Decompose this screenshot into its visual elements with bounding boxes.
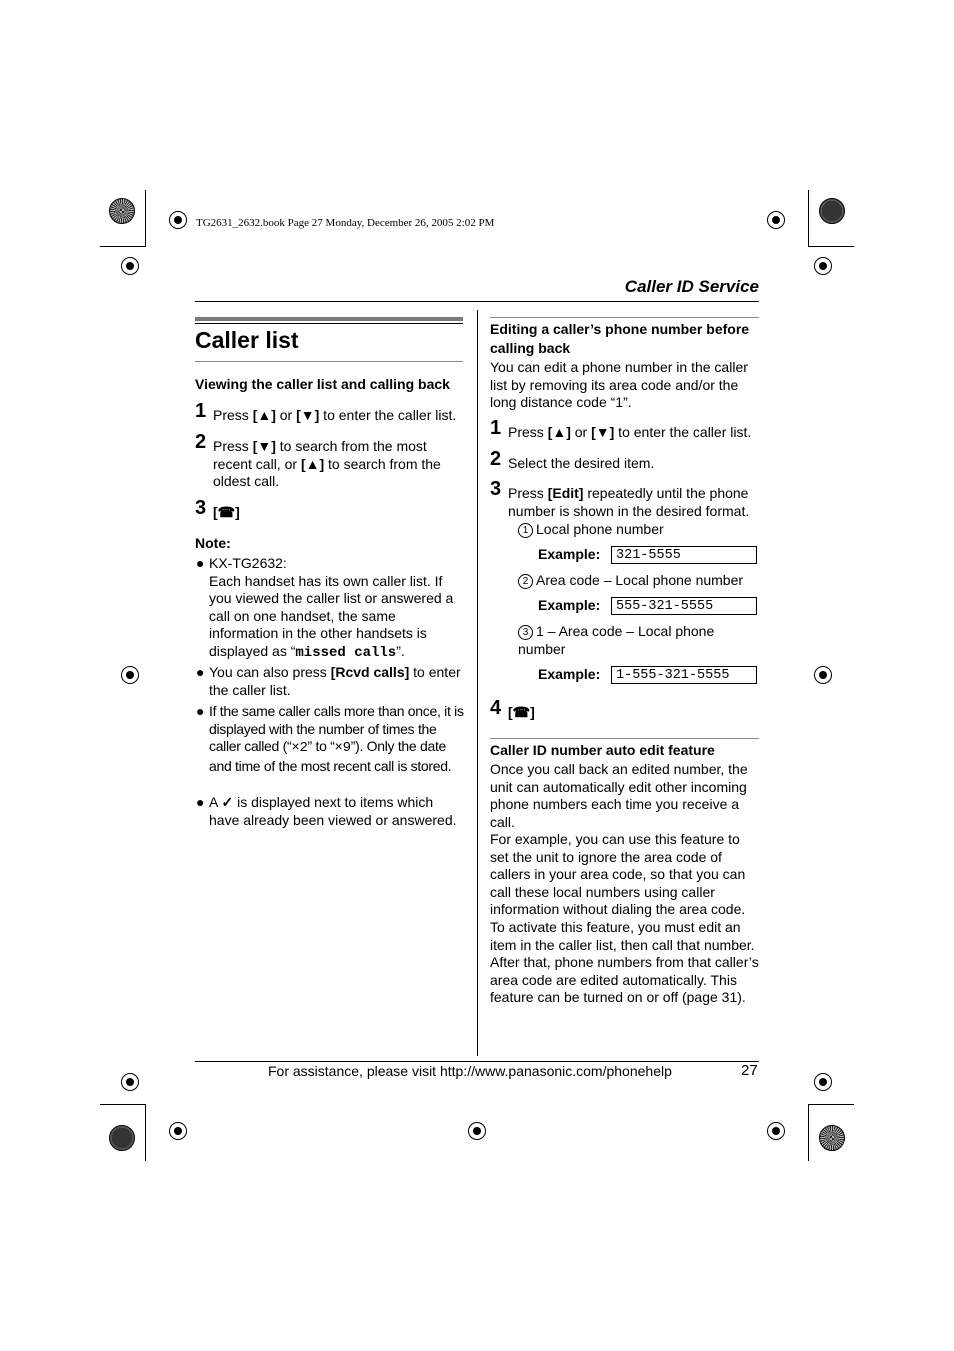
text: ” to “: [307, 738, 335, 755]
rcvd-calls-key: [Rcvd calls]: [330, 664, 410, 680]
subhead-auto-edit: Caller ID number auto edit feature: [490, 742, 715, 758]
text: ”). Only the date and time of the most recent call is stored.: [209, 738, 452, 774]
step-text: [508, 485, 760, 520]
note-item: [196, 703, 464, 775]
registration-target-icon: [121, 1073, 139, 1091]
footer-assist: For assistance, please visit http://www.panasonic.com/phonehelp: [268, 1063, 672, 1079]
format-long: [518, 623, 728, 658]
footer-rule: [195, 1061, 759, 1062]
registration-target-icon: [169, 1122, 187, 1140]
text: Press: [508, 424, 548, 440]
crop-line: [808, 190, 809, 247]
bullet-icon: ●: [196, 555, 205, 571]
auto-edit-para-3: To activate this feature, you must edit an item in the caller list, then call that number. After that, phone numbers from that caller’s area code are edited automatically. This feature can be turned on or off (page 31).: [490, 919, 759, 1006]
header-rule: [195, 301, 759, 302]
registration-target-icon: [814, 1073, 832, 1091]
text: A: [209, 794, 222, 810]
registration-sunburst-icon: [819, 198, 845, 224]
text: to enter the caller list.: [614, 424, 752, 440]
column-divider: [477, 310, 478, 1056]
registration-target-icon: [814, 257, 832, 275]
format-label: 1 – Area code – Local phone number: [518, 623, 715, 657]
right-step-4: [490, 697, 760, 722]
note-item: [196, 664, 462, 699]
note-item: [196, 794, 466, 829]
text: is displayed next to items which have already been viewed or answered.: [209, 794, 457, 828]
display-text: missed calls: [295, 644, 397, 661]
intro-text: You can edit a phone number in the caller list by removing its area code and/or the long distance code “1”.: [490, 359, 748, 411]
registration-target-icon: [767, 1122, 785, 1140]
crop-line: [808, 1104, 809, 1161]
text: Each handset has its own caller list. If you viewed the caller list or answered a call on one handset, the same information in the other handsets is displayed as “: [209, 572, 454, 659]
text: or: [570, 424, 592, 440]
step-number: 2: [490, 448, 502, 470]
page-number: 27: [741, 1062, 758, 1079]
step-number: 3: [490, 478, 502, 500]
title-bar: [195, 317, 463, 321]
title-underline: [195, 361, 463, 362]
display-text: ×2: [291, 740, 308, 757]
step-text: [213, 438, 457, 491]
step-number: 4: [490, 697, 502, 719]
text: Press: [508, 485, 548, 501]
display-text: ×9: [334, 740, 351, 757]
registration-target-icon: [767, 211, 785, 229]
section-header: Caller ID Service: [624, 277, 759, 296]
title-bar-line: [195, 323, 463, 324]
text: to enter the caller list.: [319, 407, 457, 423]
text: to enter the caller list.: [209, 664, 461, 698]
subhead-editing: Editing a caller’s phone number before calling back: [490, 321, 750, 356]
example-box: 1-555-321-5555: [611, 666, 757, 684]
up-key-icon: [▲]: [300, 455, 325, 472]
text: to search from the oldest call.: [213, 455, 441, 490]
text: to search from the most recent call, or: [213, 438, 427, 472]
subhead-rule: [490, 738, 759, 739]
note-text: [209, 664, 462, 699]
note-text: [209, 794, 466, 829]
page-title: Caller list: [195, 327, 299, 353]
right-step-1: [490, 417, 760, 442]
note-item: [196, 555, 462, 663]
check-icon: ✓: [221, 794, 234, 810]
down-key-icon: [▼]: [591, 424, 615, 440]
text: Press: [213, 438, 253, 454]
down-key-icon: [▼]: [252, 438, 276, 454]
bullet-icon: ●: [196, 794, 205, 810]
step-text: Select the desired item.: [508, 455, 655, 471]
step-number: 2: [195, 431, 207, 453]
registration-sunburst-icon: [109, 198, 135, 224]
crop-line: [808, 246, 854, 247]
print-info-line: TG2631_2632.book Page 27 Monday, December 26, 2005 2:02 PM: [196, 217, 495, 229]
subhead-rule: [490, 317, 759, 318]
text: Press: [213, 407, 253, 423]
crop-line: [100, 246, 146, 247]
left-step-2: [195, 431, 457, 491]
example-box: 321-5555: [611, 546, 757, 564]
format-label: Area code – Local phone number: [536, 572, 744, 588]
right-step-2: [490, 448, 760, 473]
format-local: [518, 521, 758, 539]
step-number: 1: [490, 417, 502, 439]
note-text: [209, 703, 464, 775]
text: or: [275, 407, 297, 423]
left-step-1: [195, 400, 465, 425]
text: If the same caller calls more than once, it is displayed with the number of times the caller called (“: [209, 703, 464, 755]
format-label: Local phone number: [536, 521, 664, 537]
subhead-viewing: Viewing the caller list and calling back: [195, 376, 450, 392]
auto-edit-para-2: For example, you can use this feature to set the unit to ignore the area code of callers in your area code, so that you can call these local numbers using caller information without dialing the area code.: [490, 831, 746, 918]
registration-sunburst-icon: [109, 1125, 135, 1151]
example-box: 555-321-5555: [611, 597, 757, 615]
text: KX-TG2632:: [209, 555, 287, 571]
circled-number-icon: 3: [518, 625, 533, 640]
registration-target-icon: [468, 1122, 486, 1140]
example-label: Example:: [538, 597, 601, 613]
format-area: [518, 572, 758, 590]
step-number: 3: [195, 497, 207, 519]
step-text: [213, 407, 465, 425]
crop-line: [145, 1104, 146, 1161]
left-step-3: [195, 497, 457, 522]
crop-line: [808, 1104, 854, 1105]
circled-number-icon: 1: [518, 523, 533, 538]
note-text: [209, 555, 462, 663]
example-label: Example:: [538, 666, 601, 682]
bullet-icon: ●: [196, 664, 205, 680]
edit-key: [Edit]: [547, 485, 584, 501]
registration-target-icon: [169, 211, 187, 229]
talk-key-icon: [☎]: [213, 504, 240, 520]
crop-line: [145, 190, 146, 247]
text: ”.: [396, 642, 405, 659]
step-text: [508, 424, 760, 442]
up-key-icon: [▲]: [252, 407, 276, 423]
down-key-icon: [▼]: [296, 407, 320, 423]
right-step-3: [490, 478, 760, 520]
talk-key-icon: [☎]: [508, 704, 535, 720]
registration-target-icon: [121, 666, 139, 684]
step-text: [508, 704, 760, 722]
step-number: 1: [195, 400, 207, 422]
up-key-icon: [▲]: [547, 424, 571, 440]
registration-target-icon: [814, 666, 832, 684]
bullet-icon: ●: [196, 703, 205, 719]
registration-sunburst-icon: [819, 1125, 845, 1151]
crop-line: [100, 1104, 146, 1105]
step-text: [213, 504, 457, 522]
text: You can also press: [209, 664, 331, 680]
auto-edit-para-1: Once you call back an edited number, the unit can automatically edit other incoming phone numbers each time you receive a call.: [490, 761, 748, 830]
text: repeatedly until the phone number is shown in the desired format.: [508, 485, 750, 519]
note-label: Note:: [195, 535, 231, 551]
registration-target-icon: [121, 257, 139, 275]
circled-number-icon: 2: [518, 574, 533, 589]
example-label: Example:: [538, 546, 601, 562]
